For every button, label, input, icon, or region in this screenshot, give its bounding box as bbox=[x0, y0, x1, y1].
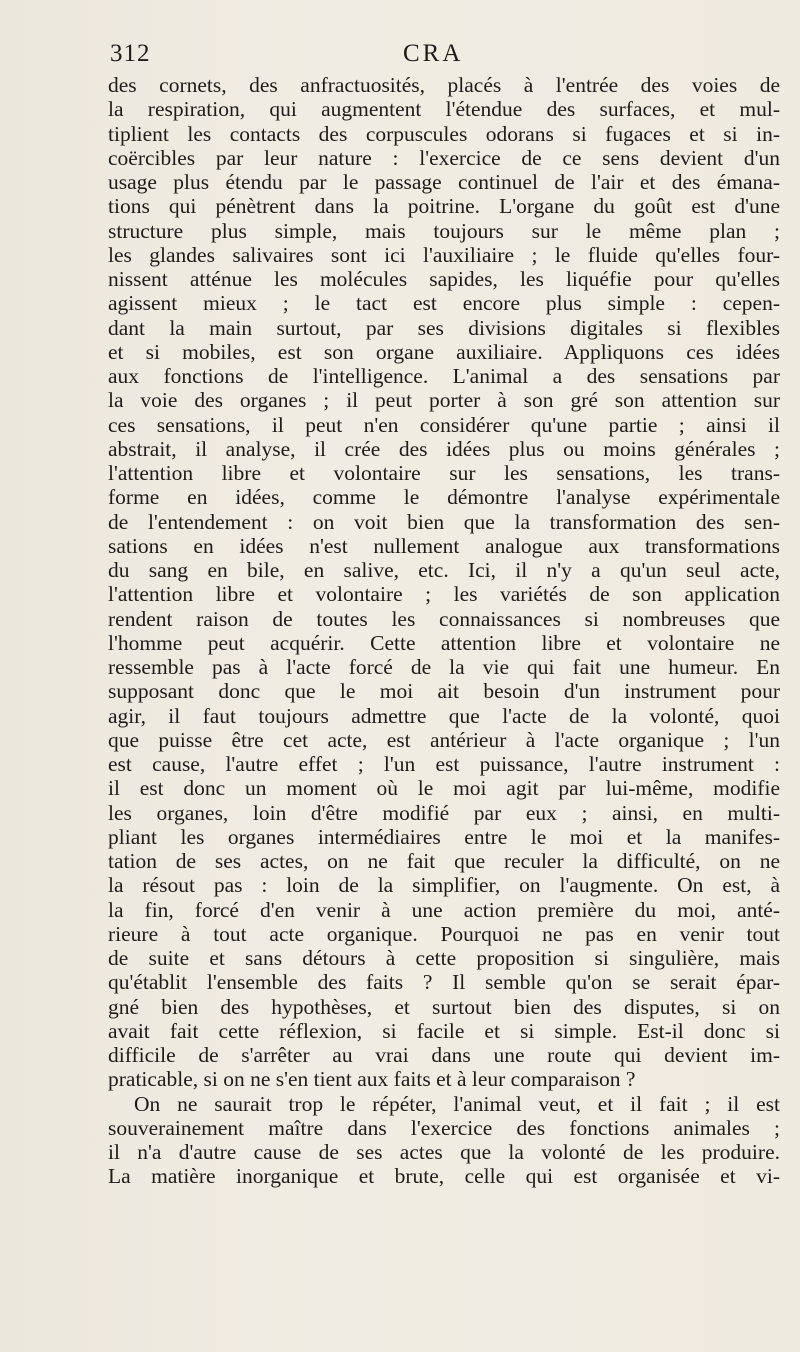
text-line: tions qui pénètrent dans la poitrine. L'organe du goût est d'une bbox=[108, 194, 780, 219]
text-line: aux fonctions de l'intelligence. L'animal a des sensations par bbox=[108, 364, 780, 388]
page-header bbox=[110, 40, 764, 74]
text-line: l'attention libre et volontaire sur les sensations, les trans- bbox=[108, 461, 780, 485]
text-line: la voie des organes ; il peut porter à son gré son attention sur bbox=[108, 388, 780, 413]
text-line: les organes, loin d'être modifié par eux ; ainsi, en multi- bbox=[108, 800, 780, 825]
page-number: 312 bbox=[110, 40, 151, 67]
running-head: CRA bbox=[403, 40, 464, 67]
text-line: coërcibles par leur nature : l'exercice de ce sens devient d'un bbox=[108, 145, 780, 170]
text-line: l'attention libre et volontaire ; les variétés de son application bbox=[108, 582, 780, 607]
text-line: sations en idées n'est nullement analogue aux transformations bbox=[108, 533, 780, 558]
text-line: nissent atténue les molécules sapides, les liquéfie pour qu'elles bbox=[108, 267, 780, 291]
text-line: usage plus étendu par le passage continuel de l'air et des émana- bbox=[108, 170, 780, 194]
text-line: rendent raison de toutes les connaissances si nombreuses que bbox=[108, 606, 780, 631]
text-line: de suite et sans détours à cette proposition si singulière, mais bbox=[108, 946, 780, 970]
text-line: tation de ses actes, on ne fait que reculer la difficulté, on ne bbox=[108, 849, 780, 873]
text-line: la résout pas : loin de la simplifier, on l'augmente. On est, à bbox=[108, 873, 780, 898]
text-line: dant la main surtout, par ses divisions digitales si flexibles bbox=[108, 315, 780, 340]
text-line: il n'a d'autre cause de ses actes que la volonté de les produire. bbox=[108, 1140, 780, 1164]
text-line: que puisse être cet acte, est antérieur à l'acte organique ; l'un bbox=[108, 727, 780, 752]
text-line: gné bien des hypothèses, et surtout bien des disputes, si on bbox=[108, 994, 780, 1019]
text-line: du sang en bile, en salive, etc. Ici, il n'y a qu'un seul acte, bbox=[108, 558, 780, 582]
text-line: il est donc un moment où le moi agit par lui-même, modifie bbox=[108, 776, 780, 801]
text-line: tiplient les contacts des corpuscules odorans si fugaces et si in- bbox=[108, 121, 780, 146]
text-line: la respiration, qui augmentent l'étendue des surfaces, et mul- bbox=[108, 97, 780, 122]
text-line: pliant les organes intermédiaires entre le moi et la manifes- bbox=[108, 824, 780, 849]
text-line: On ne saurait trop le répéter, l'animal veut, et il fait ; il est bbox=[134, 1091, 780, 1116]
text-line: praticable, si on ne s'en tient aux faits et à leur comparaison ? bbox=[108, 1067, 636, 1092]
text-line: rieure à tout acte organique. Pourquoi ne pas en venir tout bbox=[108, 921, 780, 946]
text-line: la fin, forcé d'en venir à une action première du moi, anté- bbox=[108, 897, 780, 922]
text-line: supposant donc que le moi ait besoin d'un instrument pour bbox=[108, 679, 780, 704]
text-line: agissent mieux ; le tact est encore plus simple : cepen- bbox=[108, 291, 780, 316]
text-line: est cause, l'autre effet ; l'un est puissance, l'autre instrument : bbox=[108, 752, 780, 776]
text-line: forme en idées, comme le démontre l'analyse expérimentale bbox=[108, 485, 780, 510]
text-line: souverainement maître dans l'exercice des fonctions animales ; bbox=[108, 1115, 780, 1140]
text-line: La matière inorganique et brute, celle qui est organisée et vi- bbox=[108, 1164, 780, 1189]
text-line: et si mobiles, est son organe auxiliaire. Appliquons ces idées bbox=[108, 339, 780, 364]
text-line: les glandes salivaires sont ici l'auxiliaire ; le fluide qu'elles four- bbox=[108, 242, 780, 267]
text-line: agir, il faut toujours admettre que l'acte de la volonté, quoi bbox=[108, 703, 780, 728]
text-line: difficile de s'arrêter au vrai dans une route qui devient im- bbox=[108, 1043, 780, 1067]
text-line: avait fait cette réflexion, si facile et si simple. Est-il donc si bbox=[108, 1018, 780, 1043]
text-line: de l'entendement : on voit bien que la transformation des sen- bbox=[108, 509, 780, 534]
text-line: abstrait, il analyse, il crée des idées plus ou moins générales ; bbox=[108, 436, 780, 461]
text-line: qu'établit l'ensemble des faits ? Il semble qu'on se serait épar- bbox=[108, 970, 780, 995]
text-line: l'homme peut acquérir. Cette attention libre et volontaire ne bbox=[108, 630, 780, 655]
text-line: structure plus simple, mais toujours sur le même plan ; bbox=[108, 218, 780, 243]
text-line: ces sensations, il peut n'en considérer qu'une partie ; ainsi il bbox=[108, 412, 780, 437]
body-text bbox=[108, 73, 780, 1189]
text-line: des cornets, des anfractuosités, placés à l'entrée des voies de bbox=[108, 73, 780, 97]
text-line: ressemble pas à l'acte forcé de la vie qui fait une humeur. En bbox=[108, 655, 780, 679]
